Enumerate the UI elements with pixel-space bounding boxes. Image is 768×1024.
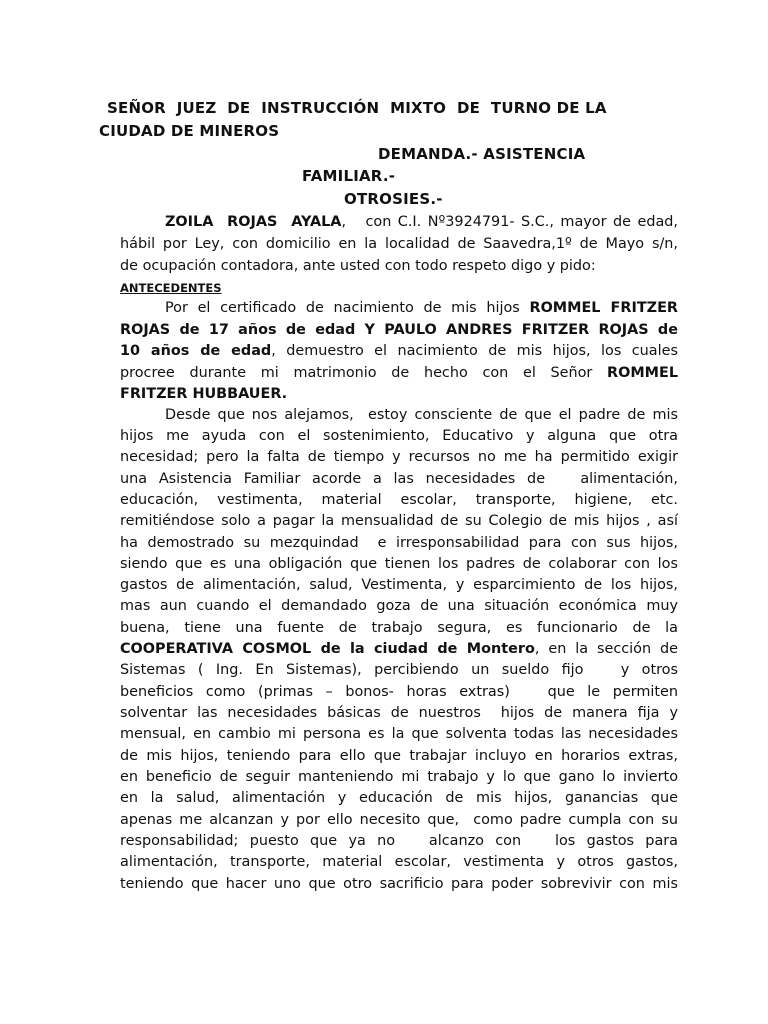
para2-line: alimentación, transporte, material escolar, vestimenta y otros gastos, <box>120 854 678 870</box>
para2-line: Desde que nos alejamos, estoy consciente de que el padre de mis <box>165 407 678 423</box>
para2-line: en beneficio de seguir manteniendo mi trabajo y lo que gano lo invierto <box>120 769 678 785</box>
para2-line: beneficios como (primas – bonos- horas extras) que le permiten <box>120 684 678 700</box>
intro-line-2: hábil por Ley, con domicilio en la localidad de Saavedra,1º de Mayo s/n, <box>120 236 678 252</box>
para2-line: ha demostrado su mezquindad e irresponsabilidad para con sus hijos, <box>120 535 678 551</box>
para2-line: gastos de alimentación, salud, Vestimenta, y esparcimiento de los hijos, <box>120 577 678 593</box>
intro-line-3: de ocupación contadora, ante usted con todo respeto digo y pido: <box>120 258 596 274</box>
para2-line: en la salud, alimentación y educación de mis hijos, ganancias que <box>120 790 678 806</box>
para2-line: de mis hijos, teniendo para ello que trabajar incluyo en horarios extras, <box>120 748 678 764</box>
para2-line: hijos me ayuda con el sostenimiento, Educativo y alguna que otra <box>120 428 678 444</box>
para1-line-5: FRITZER HUBBAUER. <box>120 386 288 402</box>
para2-line: siendo que es una obligación que tienen los padres de colaborar con los <box>120 556 678 572</box>
para2-line: mensual, en cambio mi persona es la que solventa todas las necesidades <box>120 726 678 742</box>
para2-line: mas aun cuando el demandado goza de una situación económica muy <box>120 598 678 614</box>
para2-line: solventar las necesidades básicas de nuestros hijos de manera fija y <box>120 705 678 721</box>
intro-line-1: ZOILA ROJAS AYALA, con C.I. Nº3924791- S.C., mayor de edad, <box>165 214 678 230</box>
para2-line: necesidad; pero la falta de tiempo y recursos no me ha permitido exigir <box>120 449 678 465</box>
section-title-antecedentes: ANTECEDENTES <box>120 281 222 295</box>
para2-line: responsabilidad; puesto que ya no alcanzo con los gastos para <box>120 833 678 849</box>
para1-line-3: 10 años de edad, demuestro el nacimiento de mis hijos, los cuales <box>120 343 678 359</box>
header-line-2: CIUDAD DE MINEROS <box>99 122 280 140</box>
para2-line: apenas me alcanzan y por ello necesito que, como padre cumpla con su <box>120 812 678 828</box>
header-familiar: FAMILIAR.- <box>302 167 396 185</box>
plaintiff-name: ZOILA ROJAS AYALA <box>165 214 342 230</box>
para1-line-1: Por el certificado de nacimiento de mis hijos ROMMEL FRITZER <box>165 300 678 316</box>
para2-line: una Asistencia Familiar acorde a las necesidades de alimentación, <box>120 471 678 487</box>
header-line-1: SEÑOR JUEZ DE INSTRUCCIÓN MIXTO DE TURNO DE LA <box>107 99 607 117</box>
para1-line-2: ROJAS de 17 años de edad Y PAULO ANDRES FRITZER ROJAS de <box>120 322 678 338</box>
para2-line: buena, tiene una fuente de trabajo segura, es funcionario de la <box>120 620 678 636</box>
para2-line: teniendo que hacer uno que otro sacrificio para poder sobrevivir con mis <box>120 876 678 892</box>
para2-line-cooperativa: COOPERATIVA COSMOL de la ciudad de Montero, en la sección de <box>120 641 678 657</box>
para1-line-4: procree durante mi matrimonio de hecho con el Señor ROMMEL <box>120 365 678 381</box>
header-otrosies: OTROSIES.- <box>344 190 443 208</box>
cooperativa-name: COOPERATIVA COSMOL de la ciudad de Montero <box>120 641 535 657</box>
para2-line: Sistemas ( Ing. En Sistemas), percibiendo un sueldo fijo y otros <box>120 662 678 678</box>
para2-line: remitiéndose solo a pagar la mensualidad de su Colegio de mis hijos , así <box>120 513 678 529</box>
header-demanda: DEMANDA.- ASISTENCIA <box>378 145 586 163</box>
para2-line: educación, vestimenta, material escolar, transporte, higiene, etc. <box>120 492 678 508</box>
